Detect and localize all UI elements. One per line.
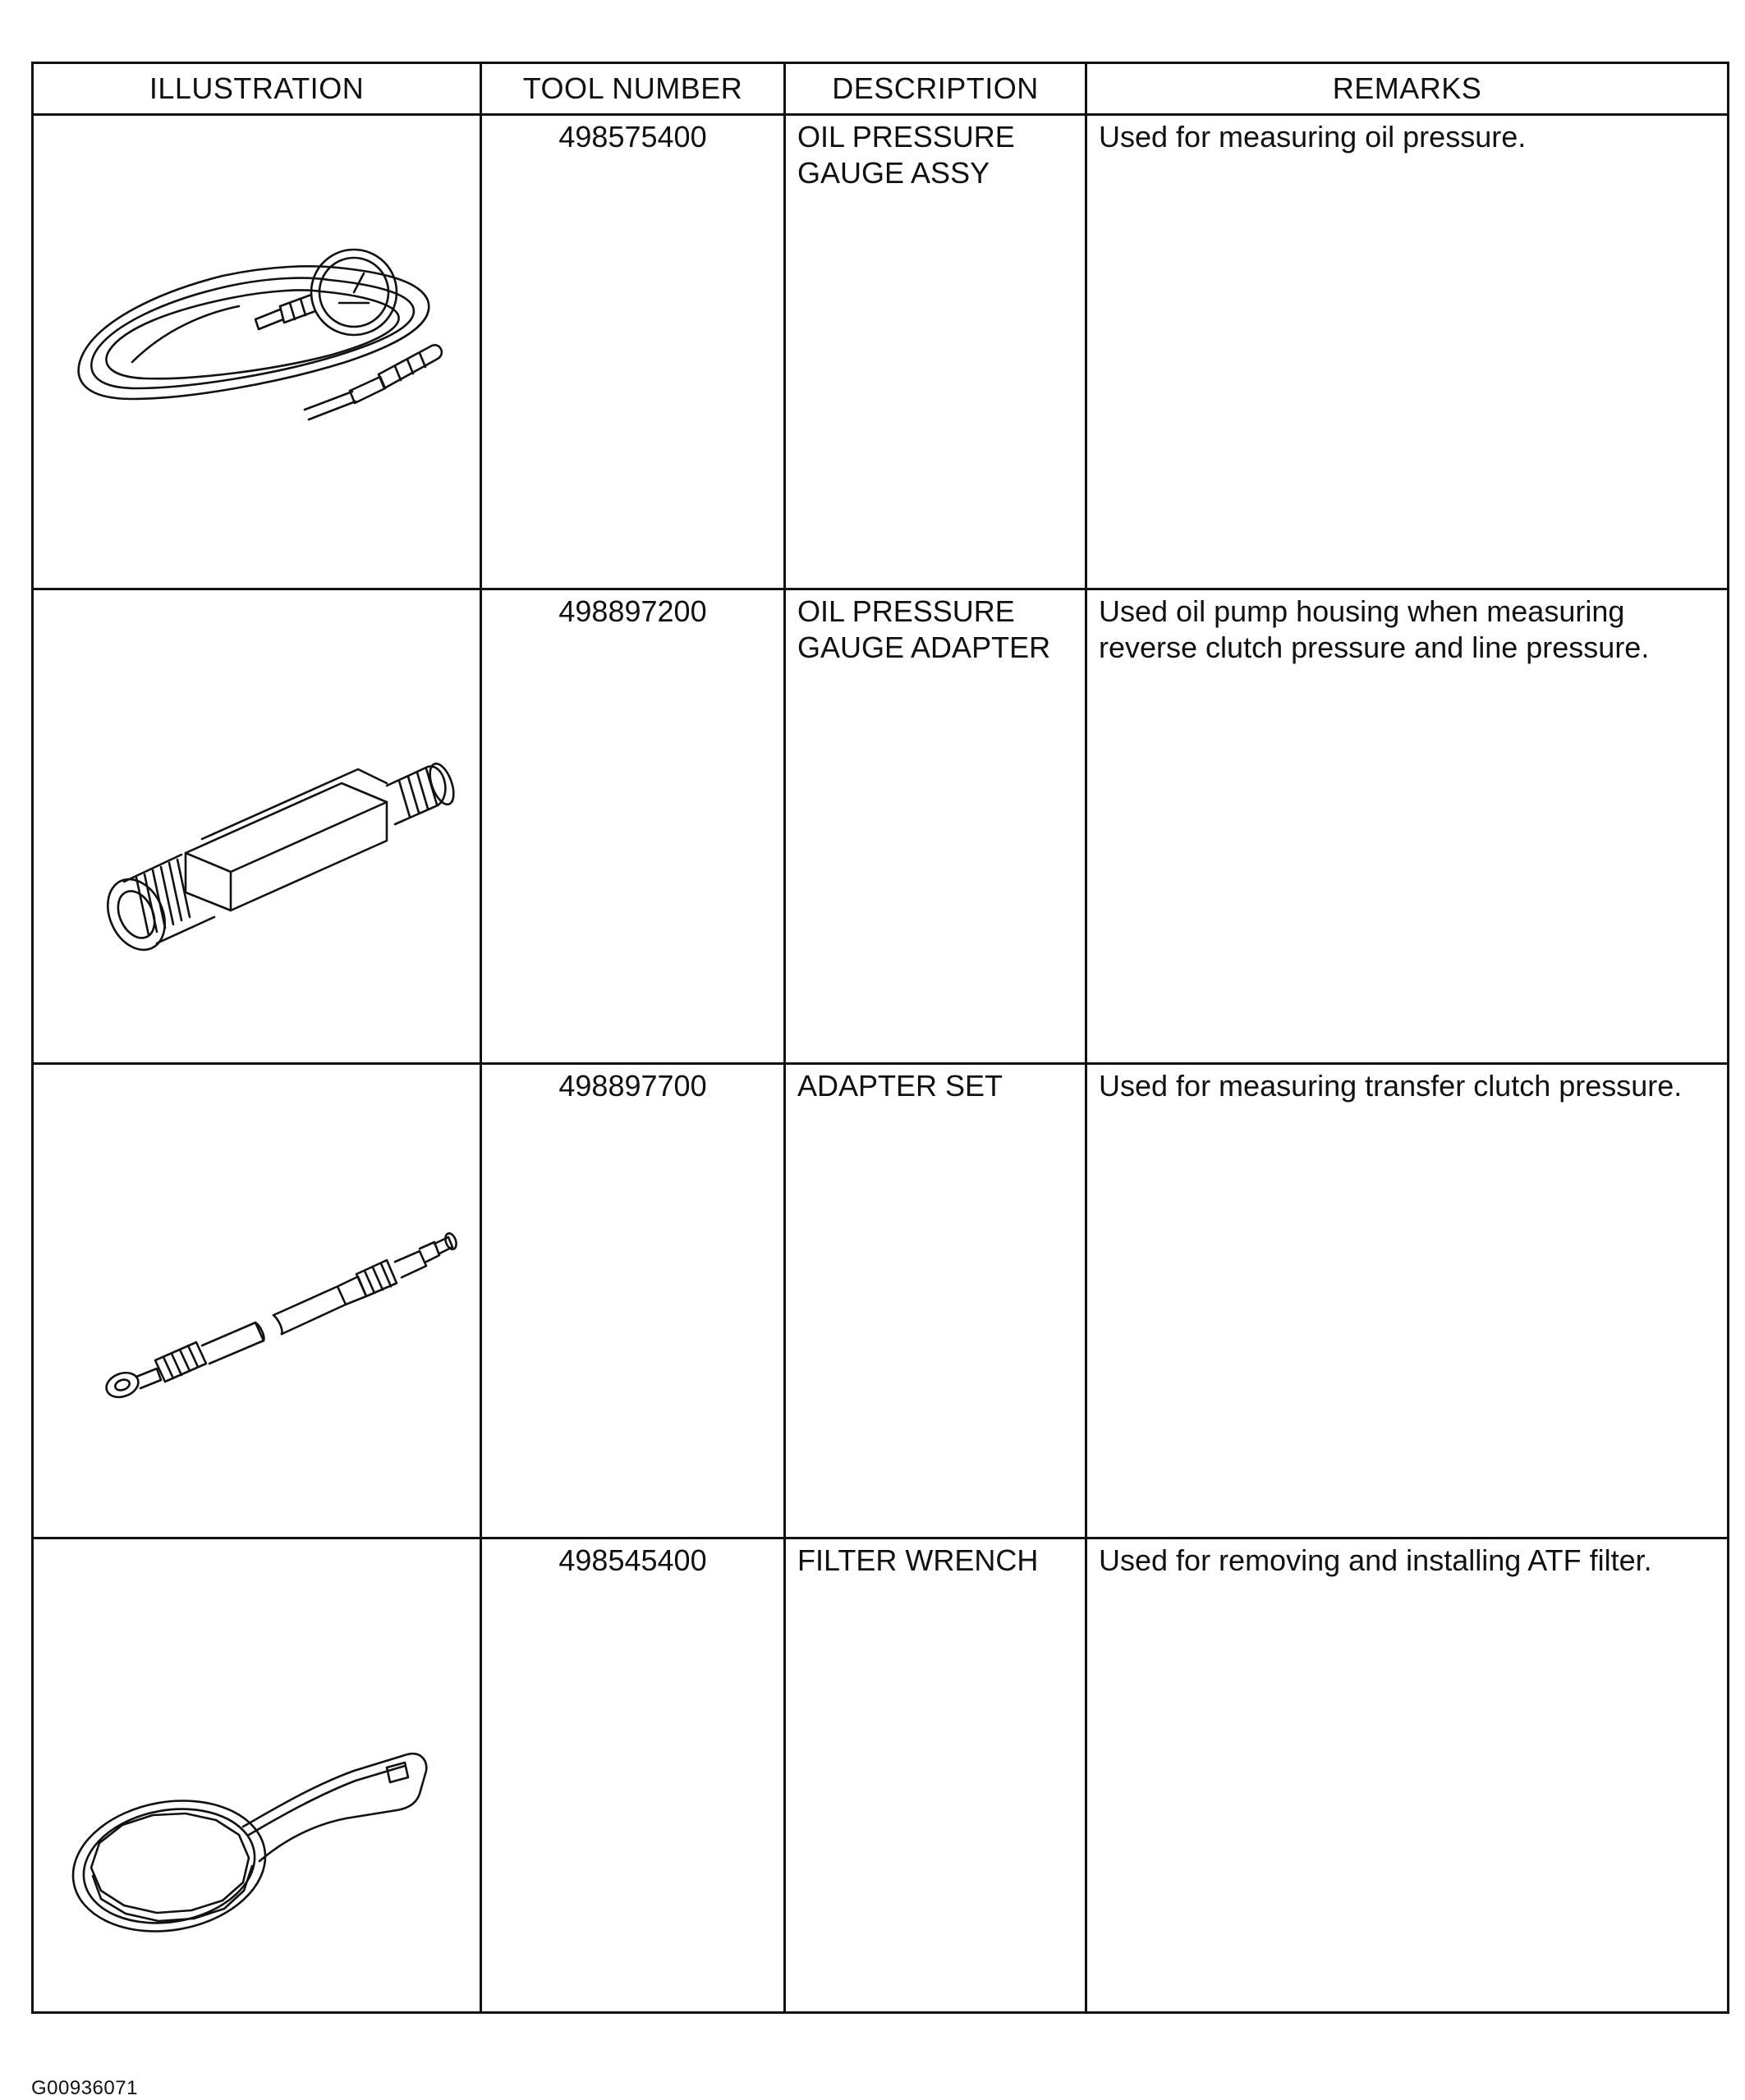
illustration-cell	[33, 1064, 481, 1538]
tool-number-cell: 498897700	[481, 1064, 785, 1538]
remarks-cell: Used for removing and installing ATF filter.	[1086, 1538, 1729, 2013]
tool-number-cell: 498545400	[481, 1538, 785, 2013]
description-cell: OIL PRESSURE GAUGE ADAPTER	[785, 589, 1086, 1064]
special-tools-table	[31, 62, 1729, 2014]
tool-number-cell: 498575400	[481, 115, 785, 589]
special-tools-sheet	[31, 62, 1727, 2099]
figure-code: G00936071	[31, 2077, 138, 2099]
header-illustration: ILLUSTRATION	[33, 63, 481, 115]
filter-wrench-icon	[34, 1539, 477, 2007]
illustration-cell	[33, 589, 481, 1064]
table-header-row	[33, 63, 1729, 115]
remarks-cell: Used oil pump housing when measuring reverse clutch pressure and line pressure.	[1086, 589, 1729, 1064]
illustration-cell	[33, 1538, 481, 2013]
adapter-set-icon	[34, 1065, 477, 1533]
table-row	[33, 1538, 1729, 2013]
header-description: DESCRIPTION	[785, 63, 1086, 115]
table-row	[33, 1064, 1729, 1538]
table-row	[33, 115, 1729, 589]
description-cell: OIL PRESSURE GAUGE ASSY	[785, 115, 1086, 589]
header-tool-number: TOOL NUMBER	[481, 63, 785, 115]
table-row	[33, 589, 1729, 1064]
remarks-cell: Used for measuring transfer clutch pressure.	[1086, 1064, 1729, 1538]
header-remarks: REMARKS	[1086, 63, 1729, 115]
tool-number-cell: 498897200	[481, 589, 785, 1064]
oil-pressure-gauge-icon	[34, 116, 477, 584]
remarks-cell: Used for measuring oil pressure.	[1086, 115, 1729, 589]
gauge-adapter-icon	[34, 590, 477, 1058]
description-cell: FILTER WRENCH	[785, 1538, 1086, 2013]
description-cell: ADAPTER SET	[785, 1064, 1086, 1538]
illustration-cell	[33, 115, 481, 589]
